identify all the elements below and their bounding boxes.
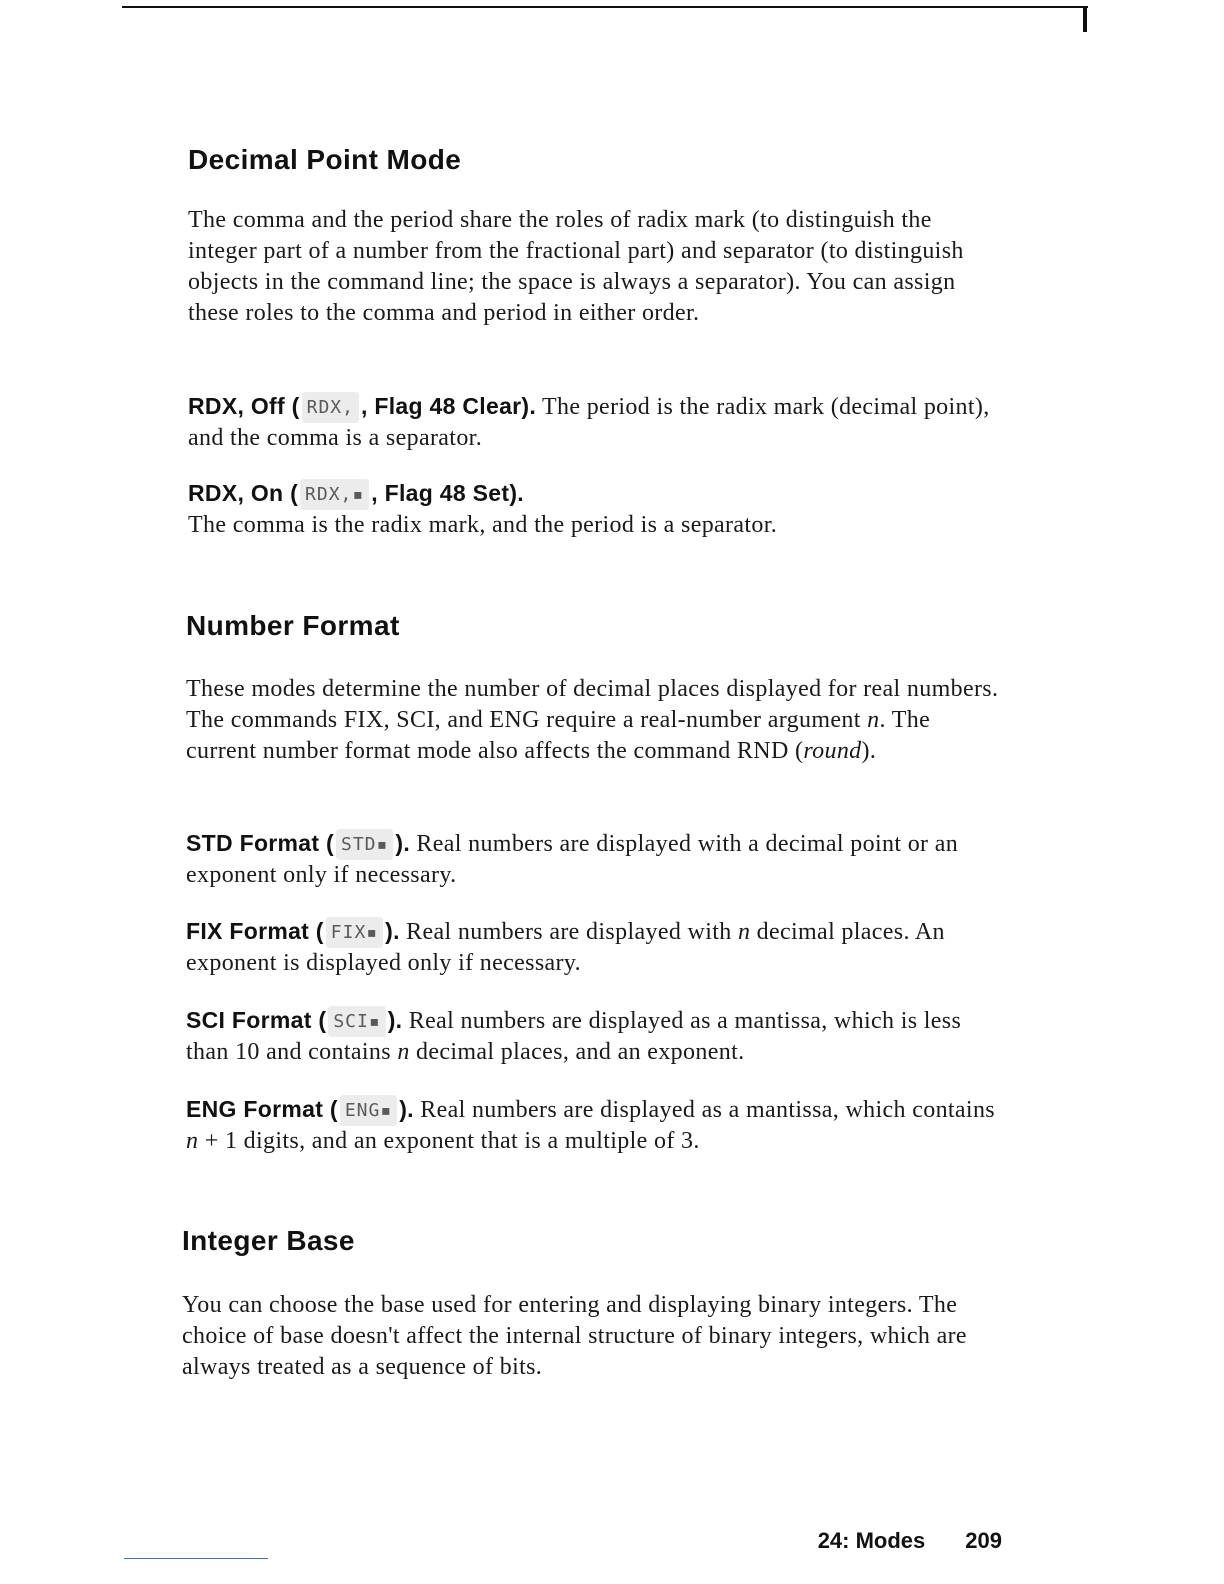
fix-menu-key: FIX▪: [326, 917, 383, 948]
section-heading-decimal-point-mode: Decimal Point Mode: [188, 144, 462, 175]
rdx-off-text: The period is the radix mark (decimal point), and the comma is a separator.: [188, 394, 990, 451]
rdx-off-entry: [188, 391, 1006, 454]
fix-format-entry: FIX Format ( FIX▪ ). Real numbers are displayed with n decimal places. An exponent is displayed only if necessary.: [186, 918, 945, 976]
decimal-point-intro: The comma and the period share the roles of radix mark (to distinguish the integer part of a number from the fractional part) and separator (to distinguish objects in the command line; the space is always a separator). You can assign these roles to the comma and period in either order.: [188, 207, 964, 326]
top-corner-mark: [1083, 6, 1087, 32]
sci-format-entry: SCI Format ( SCI▪ ). Real numbers are displayed as a mantissa, which is less than 10 and contains n decimal places, and an exponent.: [186, 1007, 962, 1065]
top-rule: [122, 6, 1088, 8]
sci-menu-key: SCI▪: [328, 1006, 385, 1037]
page-number: 209: [965, 1528, 1002, 1553]
rdx-on-text: The comma is the radix mark, and the period is a separator.: [188, 512, 778, 538]
rdx-off-label: RDX, Off ( RDX, , Flag 48 Clear).: [188, 393, 536, 419]
rdx-off-menu-key: RDX,: [302, 392, 359, 423]
page-footer: [818, 1528, 1002, 1554]
std-format-entry: [186, 828, 1004, 891]
rdx-on-entry: [188, 478, 1006, 541]
sci-format-label: SCI Format ( SCI▪ ).: [186, 1007, 402, 1033]
integer-base-intro: You can choose the base used for entering and displaying binary integers. The choice of base doesn't affect the internal structure of binary integers, which are always treated as a sequence of bits.: [182, 1292, 967, 1380]
number-format-intro: These modes determine the number of decimal places displayed for real numbers. The commands FIX, SCI, and ENG require a real-number argument n. The current number format mode also affects the command RND (round).: [186, 676, 999, 764]
std-format-text: Real numbers are displayed with a decimal point or an exponent only if necessary.: [186, 831, 959, 888]
eng-menu-key: ENG▪: [340, 1095, 397, 1126]
section-heading-number-format: Number Format: [186, 610, 400, 641]
section-heading-integer-base: Integer Base: [182, 1225, 355, 1256]
rdx-on-label: RDX, On ( RDX,▪ , Flag 48 Set).: [188, 480, 524, 506]
eng-format-entry: ENG Format ( ENG▪ ). Real numbers are displayed as a mantissa, which contains n + 1 digits, and an exponent that is a multiple of 3.: [186, 1096, 995, 1154]
bottom-rule: [124, 1558, 268, 1559]
eng-format-label: ENG Format ( ENG▪ ).: [186, 1096, 414, 1122]
fix-format-label: FIX Format ( FIX▪ ).: [186, 918, 400, 944]
footer-chapter: 24: Modes: [817, 1528, 926, 1553]
rdx-on-menu-key: RDX,▪: [300, 479, 369, 510]
std-menu-key: STD▪: [336, 829, 393, 860]
std-format-label: STD Format ( STD▪ ).: [186, 830, 410, 856]
